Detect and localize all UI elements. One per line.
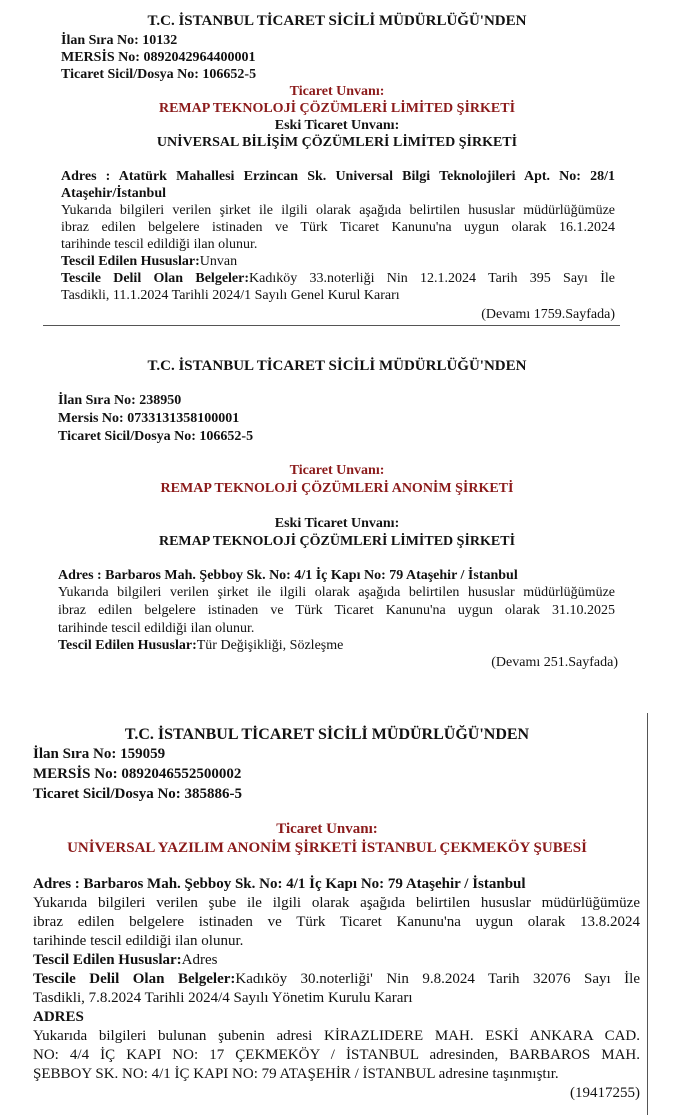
- notice-2-sicil: Ticaret Sicil/Dosya No: 106652-5: [58, 429, 254, 444]
- notice-3-delil: [33, 971, 640, 988]
- notice-3-delil-value-line-1: Kadıköy 30.noterliği' Nin 9.8.2024 Tarih 32076 Sayı İle: [235, 971, 640, 987]
- notice-1-tescil-label: Tescil Edilen Hususlar:: [61, 254, 200, 269]
- notice-2-body-line-3: tarihinde tescil edildiği ilan olunur.: [58, 621, 255, 636]
- notice-1-bottom-rule: [43, 325, 620, 326]
- notice-2-body-line-1: Yukarıda bilgileri verilen şirket ile ilgili olarak aşağıda belirtilen hususlar müdürlüğümüze: [58, 585, 615, 600]
- notice-1-delil-label: Tescile Delil Olan Belgeler:: [61, 271, 250, 286]
- notice-3-section-heading: ADRES: [33, 1009, 84, 1025]
- notice-1-body-line-1: Yukarıda bilgileri verilen şirket ile ilgili olarak aşağıda belirtilen hususlar müdürlüğümüze: [61, 203, 615, 218]
- notice-3-tescil-label: Tescil Edilen Hususlar:: [33, 952, 182, 968]
- notice-2-trade-name: REMAP TEKNOLOJİ ÇÖZÜMLERİ ANONİM ŞİRKETİ: [160, 481, 514, 496]
- notice-1-old-trade-name: UNİVERSAL BİLİŞİM ÇÖZÜMLERİ LİMİTED ŞİRKETİ: [156, 135, 518, 150]
- notice-2-trade-name-label: Ticaret Unvanı:: [289, 463, 385, 478]
- notice-3-header: T.C. İSTANBUL TİCARET SİCİLİ MÜDÜRLÜĞÜ'NDEN: [124, 726, 530, 743]
- notice-3-reference: (19417255): [570, 1085, 640, 1101]
- notice-3-section-line-3: ŞEBBOY SK. NO: 4/1 İÇ KAPI NO: 79 ATAŞEHİR / İSTANBUL adresine taşınmıştır.: [33, 1066, 559, 1082]
- notice-1-mersis: MERSİS No: 0892042964400001: [61, 50, 256, 65]
- notice-2-tescil-value: Tür Değişikliği, Sözleşme: [196, 638, 344, 653]
- notice-1-ilan-sira: İlan Sıra No: 10132: [61, 33, 178, 48]
- notice-1-trade-name: REMAP TEKNOLOJİ ÇÖZÜMLERİ LİMİTED ŞİRKETİ: [158, 101, 516, 116]
- notice-3-address: Adres : Barbaros Mah. Şebboy Sk. No: 4/1 İç Kapı No: 79 Ataşehir / İstanbul: [33, 876, 526, 892]
- notice-1-tescil-value: Unvan: [199, 254, 238, 269]
- notice-3-section-line-1: Yukarıda bilgileri bulunan şubenin adresi KİRAZLIDERE MAH. ESKİ ANKARA CAD.: [33, 1028, 640, 1044]
- notice-2-old-trade-name-label: Eski Ticaret Unvanı:: [274, 516, 400, 531]
- notice-1-body-line-3: tarihinde tescil edildiği ilan olunur.: [61, 237, 258, 252]
- notice-3-delil-label: Tescile Delil Olan Belgeler:: [33, 971, 236, 987]
- notice-3-body-line-3: tarihinde tescil edildiği ilan olunur.: [33, 933, 244, 949]
- notice-1-tescil: [61, 254, 237, 270]
- notice-3-mersis: MERSİS No: 0892046552500002: [33, 766, 242, 782]
- notice-1-trade-name-label: Ticaret Unvanı:: [289, 84, 385, 99]
- notice-3-delil-value-line-2: Tasdikli, 7.8.2024 Tarihli 2024/4 Sayılı Yönetim Kurulu Kararı: [33, 990, 413, 1006]
- notice-3-section-line-2: NO: 4/4 İÇ KAPI NO: 17 ÇEKMEKÖY / İSTANBUL adresinden, BARBAROS MAH.: [33, 1047, 640, 1063]
- notice-2-old-trade-name: REMAP TEKNOLOJİ ÇÖZÜMLERİ LİMİTED ŞİRKETİ: [158, 534, 516, 549]
- notice-1-sicil: Ticaret Sicil/Dosya No: 106652-5: [61, 67, 257, 82]
- notice-1-delil-value-line-2: Tasdikli, 11.1.2024 Tarihli 2024/1 Sayılı Genel Kurul Kararı: [61, 288, 400, 303]
- notice-3-tescil-value: Adres: [181, 952, 218, 968]
- notice-2-address: Adres : Barbaros Mah. Şebboy Sk. No: 4/1 İç Kapı No: 79 Ataşehir / İstanbul: [58, 568, 518, 583]
- notice-2-mersis: Mersis No: 0733131358100001: [58, 411, 240, 426]
- notice-3-trade-name-label: Ticaret Unvanı:: [276, 821, 378, 837]
- notice-1-body-line-2: ibraz edilen belgelere istinaden ve Türk Ticaret Kanunu'na uygun olarak 16.1.2024: [61, 220, 615, 235]
- notice-3-ilan-sira: İlan Sıra No: 159059: [33, 746, 166, 762]
- notice-1-delil: [61, 271, 615, 287]
- notice-2-ilan-sira: İlan Sıra No: 238950: [58, 393, 182, 408]
- notice-1-continued: (Devamı 1759.Sayfada): [481, 307, 615, 322]
- notice-1-address-line-2: Ataşehir/İstanbul: [61, 186, 167, 201]
- notice-2: [0, 330, 674, 700]
- notice-3-sicil: Ticaret Sicil/Dosya No: 385886-5: [33, 786, 243, 802]
- notice-1-address-line-1: Adres : Atatürk Mahallesi Erzincan Sk. Universal Bilgi Teknolojileri Apt. No: 28/1: [61, 169, 615, 184]
- notice-2-continued: (Devamı 251.Sayfada): [491, 655, 618, 670]
- notice-3-body-line-2: ibraz edilen belgelere istinaden ve Türk Ticaret Kanunu'na uygun olarak 13.8.2024: [33, 914, 640, 930]
- notice-2-tescil: [58, 638, 343, 654]
- notice-2-body-line-2: ibraz edilen belgelere istinaden ve Türk Ticaret Kanunu'na uygun olarak 31.10.2025: [58, 603, 615, 618]
- notice-3-body-line-1: Yukarıda bilgileri verilen şube ile ilgili olarak aşağıda belirtilen hususlar müdürlüğümüze: [33, 895, 640, 911]
- notice-1-delil-value-line-1: Kadıköy 33.noterliği Nin 12.1.2024 Tarih 395 Sayı İle: [249, 271, 615, 286]
- notice-3-trade-name: UNİVERSAL YAZILIM ANONİM ŞİRKETİ İSTANBUL ÇEKMEKÖY ŞUBESİ: [67, 840, 587, 856]
- notice-1: [0, 0, 674, 330]
- notice-2-tescil-label: Tescil Edilen Hususlar:: [58, 638, 197, 653]
- notice-1-old-trade-name-label: Eski Ticaret Unvanı:: [274, 118, 400, 133]
- notice-1-header: T.C. İSTANBUL TİCARET SİCİLİ MÜDÜRLÜĞÜ'NDEN: [147, 13, 527, 29]
- notice-2-header: T.C. İSTANBUL TİCARET SİCİLİ MÜDÜRLÜĞÜ'NDEN: [147, 358, 527, 374]
- notice-3: [0, 700, 674, 1119]
- notice-3-tescil: [33, 952, 217, 969]
